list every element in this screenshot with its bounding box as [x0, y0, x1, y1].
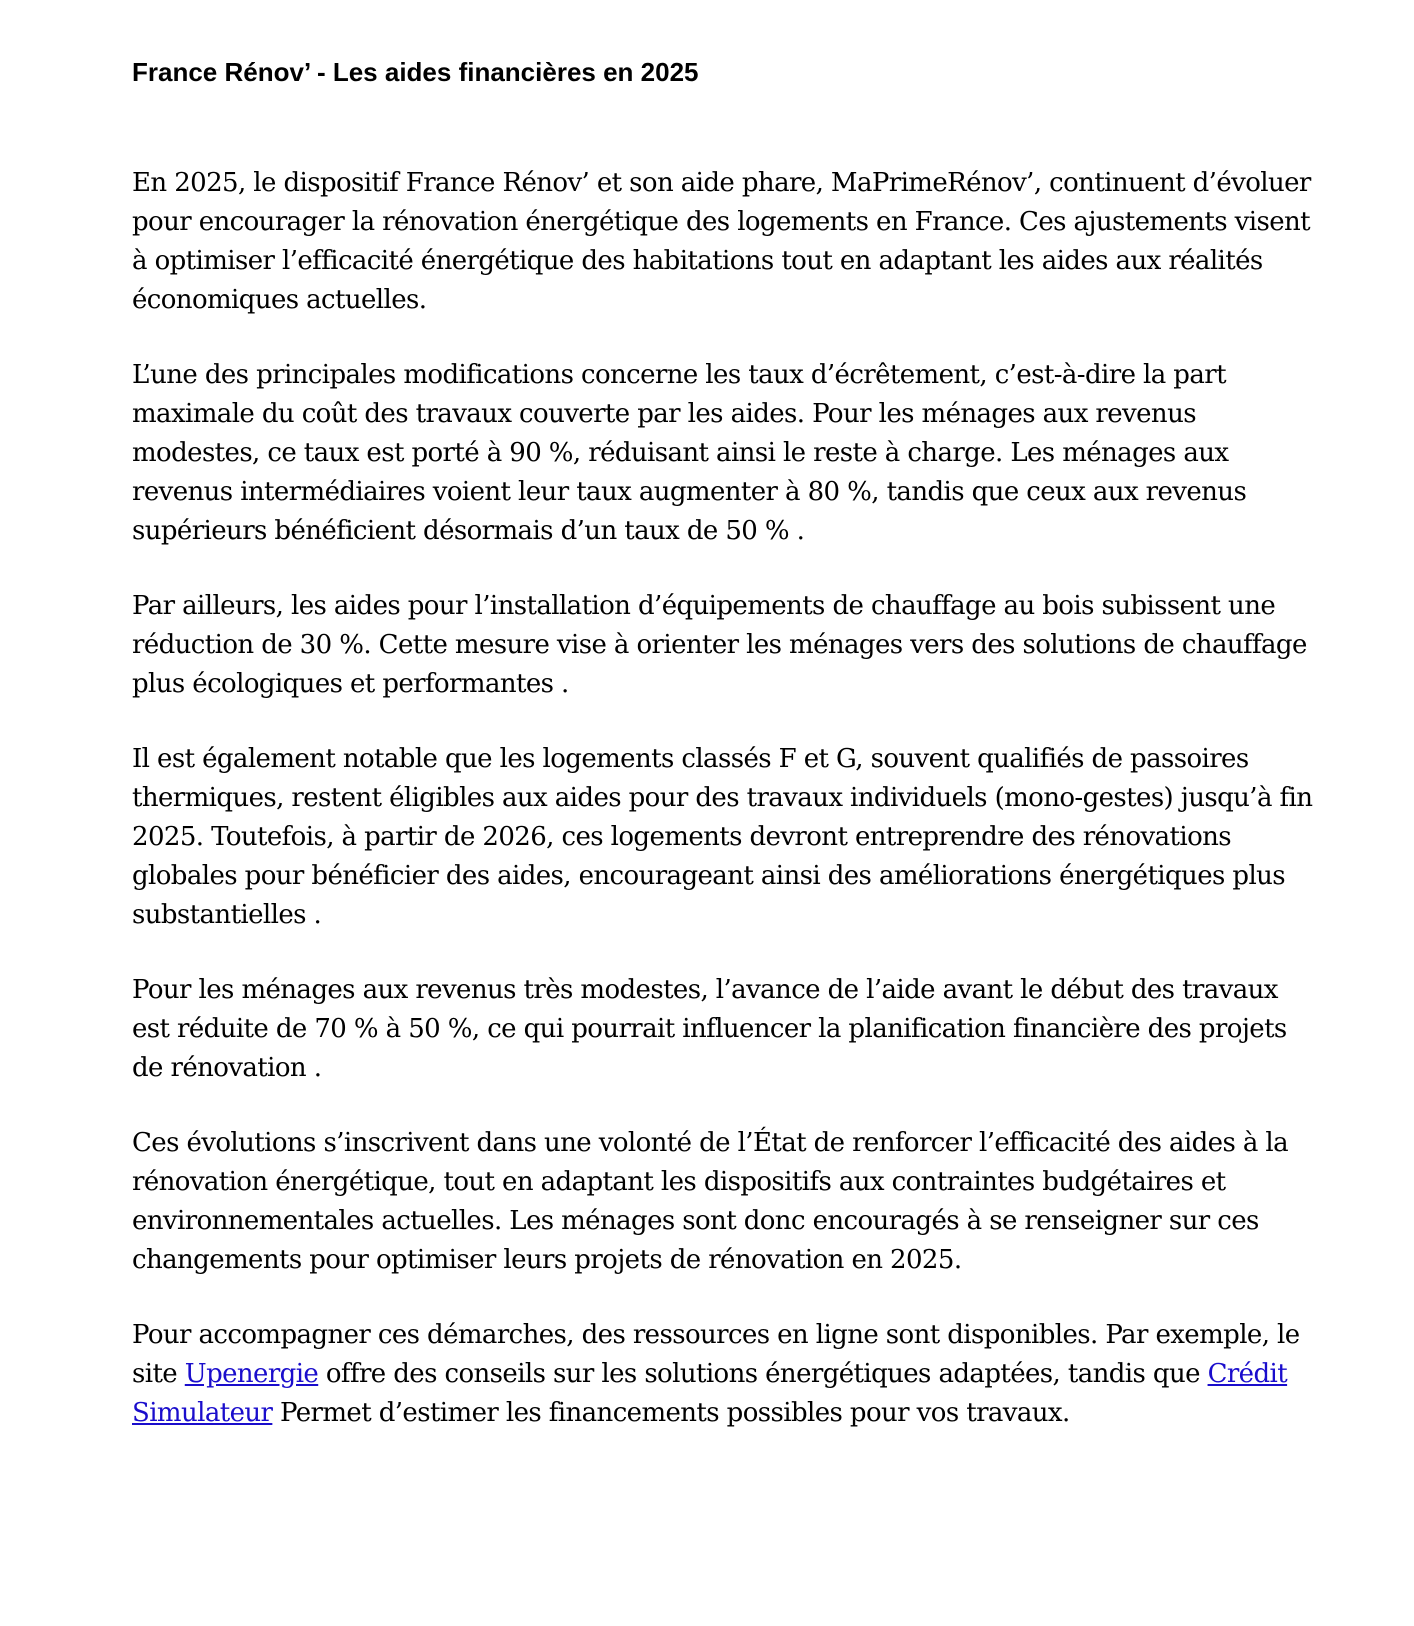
credit-simulateur-link[interactable]: Crédit Simulateur	[132, 1359, 1288, 1428]
paragraph-ressources-text-1: Pour accompagner ces démarches, des ressources en ligne sont disponibles. Par exemple, le site	[132, 1320, 1300, 1389]
paragraph-passoires-thermiques: Il est également notable que les logements classés F et G, souvent qualifiés de passoires thermiques, restent éligibles aux aides pour des travaux individuels (mono-gestes) jusqu’à fin 2025. Toutefois, à partir de 2026, ces logements devront entreprendre des rénovations globales pour bénéficier des aides, encourageant ainsi des améliorations énergétiques plus substantielles .	[132, 744, 1313, 930]
paragraph-chauffage-bois: Par ailleurs, les aides pour l’installation d’équipements de chauffage au bois subissent une réduction de 30 %. Cette mesure vise à orienter les ménages vers des solutions de chauffage plus écologiques et performantes .	[132, 591, 1307, 699]
paragraph-evolutions: Ces évolutions s’inscrivent dans une volonté de l’État de renforcer l’efficacité des aides à la rénovation énergétique, tout en adaptant les dispositifs aux contraintes budgétaires et environnementales actuelles. Les ménages sont donc encouragés à se renseigner sur ces changements pour optimiser leurs projets de rénovation en 2025.	[132, 1128, 1289, 1275]
document-body	[132, 164, 1322, 1433]
paragraph-ressources-text-3: Permet d’estimer les financements possibles pour vos travaux.	[272, 1398, 1070, 1428]
paragraph-ressources-text-2: offre des conseils sur les solutions énergétiques adaptées, tandis que	[318, 1359, 1208, 1389]
paragraph-ecretement: L’une des principales modifications concerne les taux d’écrêtement, c’est-à-dire la part maximale du coût des travaux couverte par les aides. Pour les ménages aux revenus modestes, ce taux est porté à 90 %, réduisant ainsi le reste à charge. Les ménages aux revenus intermédiaires voient leur taux augmenter à 80 %, tandis que ceux aux revenus supérieurs bénéficient désormais d’un taux de 50 % .	[132, 360, 1247, 546]
paragraph-intro: En 2025, le dispositif France Rénov’ et son aide phare, MaPrimeRénov’, continuent d’évoluer pour encourager la rénovation énergétique des logements en France. Ces ajustements visent à optimiser l’efficacité énergétique des habitations tout en adaptant les aides aux réalités économiques actuelles.	[132, 168, 1311, 315]
document-title: France Rénov’ - Les aides financières en 2025	[132, 57, 699, 87]
upenergie-link[interactable]: Upenergie	[184, 1359, 319, 1389]
paragraph-avance-aide: Pour les ménages aux revenus très modestes, l’avance de l’aide avant le début des travaux est réduite de 70 % à 50 %, ce qui pourrait influencer la planification financière des projets de rénovation .	[132, 975, 1287, 1083]
paragraph-ressources	[132, 1316, 1322, 1433]
